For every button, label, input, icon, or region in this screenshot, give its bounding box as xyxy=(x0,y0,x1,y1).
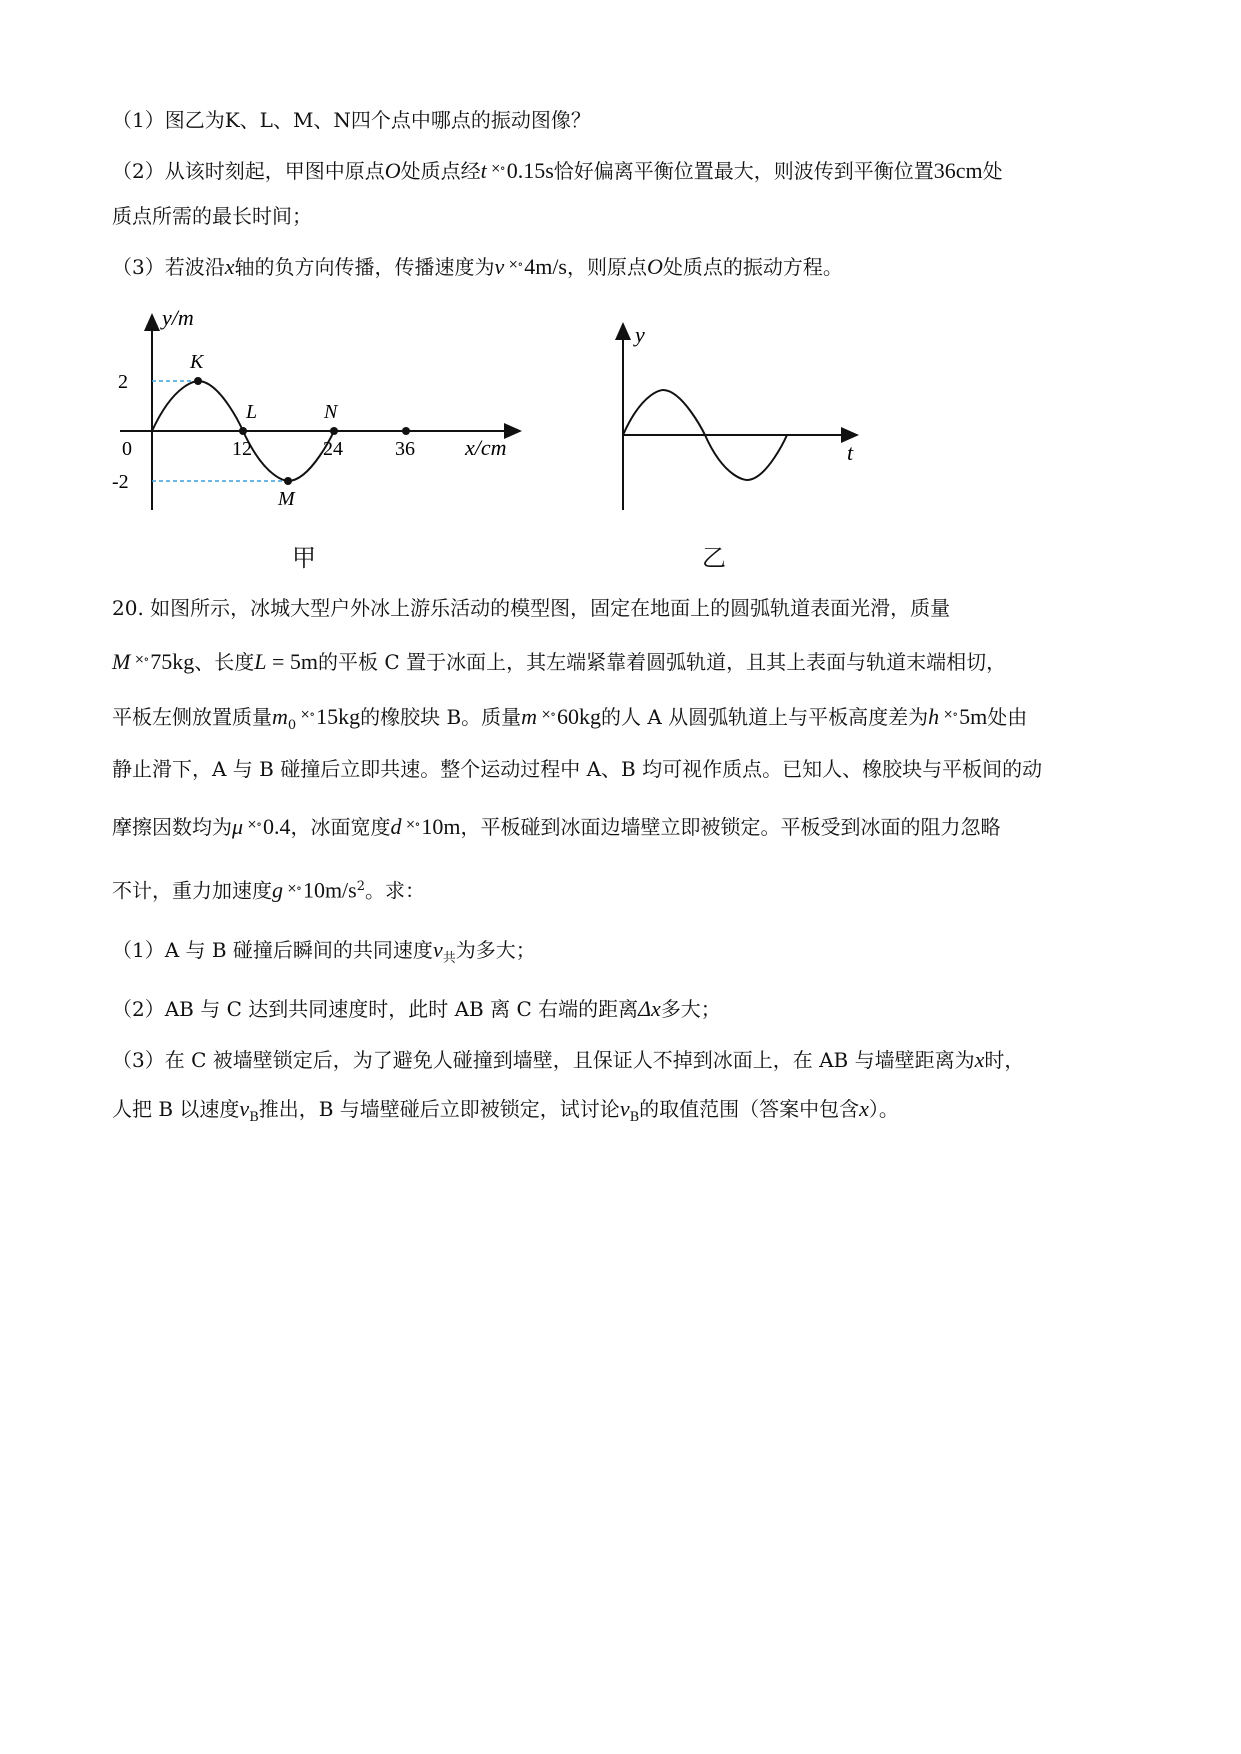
q20-sub3-line1: （3）在 C 被墙壁锁定后，为了避免人碰撞到墙壁，且保证人不掉到冰面上，在 AB 与墙壁距离为x时， xyxy=(112,1047,1025,1072)
q19-part2-line2: 质点所需的最长时间； xyxy=(112,204,312,228)
y-axis-label: y xyxy=(635,322,645,347)
point-L xyxy=(239,427,247,435)
x-tick-36: 36 xyxy=(395,438,415,460)
figure-jia-wave-graph xyxy=(110,305,540,515)
q20-line5: 摩擦因数均为μ ×∘0.4，冰面宽度d ×∘10m，平板碰到冰面边墙壁立即被锁定。平板受到冰面的阻力忽略 xyxy=(112,814,1001,839)
point-M xyxy=(284,477,292,485)
point-36 xyxy=(402,427,410,435)
point-N xyxy=(330,427,338,435)
q19-part3: （3）若波沿x轴的负方向传播，传播速度为v ×∘4m/s，则原点O处质点的振动方程。 xyxy=(112,254,843,279)
origin-label: 0 xyxy=(122,438,132,460)
label-N: N xyxy=(324,401,338,423)
figure-yi-vibration-graph xyxy=(585,320,865,520)
q20-sub3-line2: 人把 B 以速度$v_B$推出，B 与墙壁碰后立即被锁定，试讨论$v_B$的取值范围（答案中包含x）。 xyxy=(112,1096,899,1125)
x-axis-label: x/cm xyxy=(465,435,507,460)
q20-line3: 平板左侧放置质量$m_0^{\times\circ}15kg$的橡胶块 B。质量m ×∘60kg的人 A 从圆弧轨道上与平板高度差为h ×∘5m处由 xyxy=(112,704,1028,733)
x-tick-24: 24 xyxy=(323,438,343,460)
q20-sub2: （2）AB 与 C 达到共同速度时，此时 AB 离 C 右端的距离Δx多大； xyxy=(112,996,721,1021)
q20-line1: 20. 如图所示，冰城大型户外冰上游乐活动的模型图，固定在地面上的圆弧轨道表面光滑，质量 xyxy=(112,596,951,620)
q19-part1: （1）图乙为K、L、M、N四个点中哪点的振动图像？ xyxy=(112,108,591,132)
q20-sub1: （1）A 与 B 碰撞后瞬间的共同速度$v_共$为多大； xyxy=(112,937,536,966)
figure-yi-caption: 乙 xyxy=(702,544,726,572)
label-K: K xyxy=(190,351,204,373)
y-axis-label: y/m xyxy=(162,305,194,330)
y-tick-neg2: -2 xyxy=(112,471,129,493)
t-axis-label: t xyxy=(847,440,854,465)
label-L: L xyxy=(246,401,258,423)
y-tick-2: 2 xyxy=(118,371,128,393)
q19-part2-line1: （2）从该时刻起，甲图中原点O处质点经t ×∘0.15s恰好偏离平衡位置最大，则波传到平衡位置36cm处 xyxy=(112,158,1003,183)
x-tick-12: 12 xyxy=(232,438,252,460)
q20-line2: M ×∘75kg、长度L = 5m的平板 C 置于冰面上，其左端紧靠着圆弧轨道，且其上表面与轨道末端相切， xyxy=(112,649,1007,674)
render-glitch: ×∘ xyxy=(490,161,505,175)
figure-jia-caption: 甲 xyxy=(292,544,316,572)
point-K xyxy=(194,377,202,385)
q20-line4: 静止滑下，A 与 B 碰撞后立即共速。整个运动过程中 A、B 均可视作质点。已知人、橡胶块与平板间的动 xyxy=(112,757,1043,781)
q20-line6: 不计，重力加速度g $^{\times\circ}10m/s^2$。求： xyxy=(112,877,426,903)
label-M: M xyxy=(278,488,295,510)
